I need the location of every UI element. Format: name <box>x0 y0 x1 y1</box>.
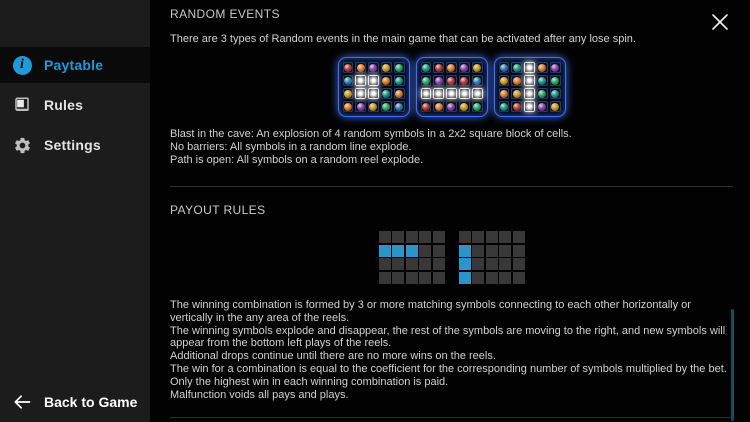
gem-symbol <box>344 77 352 85</box>
symbol-cell <box>343 101 354 112</box>
payout-cell <box>392 258 404 270</box>
payout-cell <box>419 258 431 270</box>
sidebar-item-paytable[interactable] <box>0 47 150 83</box>
payout-cell <box>472 245 484 257</box>
gem-symbol <box>460 103 468 111</box>
gem-symbol <box>551 64 559 72</box>
payout-cell <box>472 272 484 284</box>
payout-cell <box>486 258 498 270</box>
symbol-cell <box>394 62 405 73</box>
symbol-cell <box>537 75 548 86</box>
gem-symbol <box>382 77 390 85</box>
symbol-cell <box>459 101 470 112</box>
gem-symbol <box>435 77 443 85</box>
back-to-game-button[interactable] <box>12 392 137 412</box>
symbol-cell <box>511 88 522 99</box>
symbol-cell <box>343 62 354 73</box>
payout-cell <box>499 245 511 257</box>
symbol-cell <box>524 88 535 99</box>
gem-symbol <box>538 77 546 85</box>
sidebar-item-label: Rules <box>44 97 84 113</box>
symbol-cell <box>459 88 470 99</box>
symbol-cell <box>499 75 510 86</box>
payout-rules-title: PAYOUT RULES <box>170 203 266 217</box>
gem-symbol <box>435 103 443 111</box>
symbol-cell <box>355 62 366 73</box>
symbol-cell <box>537 101 548 112</box>
symbol-cell <box>446 62 457 73</box>
gem-symbol <box>422 103 430 111</box>
back-to-game-label: Back to Game <box>44 394 138 410</box>
symbol-cell <box>394 75 405 86</box>
symbol-cell <box>472 75 483 86</box>
payout-rule-line: The win for a combination is equal to the coefficient for the corresponding number of symbols multiplied by the bet. <box>170 362 727 375</box>
symbol-cell <box>511 75 522 86</box>
symbol-cell <box>537 88 548 99</box>
book-icon <box>12 95 32 115</box>
section-divider <box>170 417 733 418</box>
gem-symbol <box>500 90 508 98</box>
sidebar-item-rules[interactable] <box>0 87 150 123</box>
paytable-content <box>150 0 750 422</box>
random-events-title: RANDOM EVENTS <box>170 7 280 21</box>
symbol-cell <box>381 75 392 86</box>
sidebar-item-label: Settings <box>44 137 101 153</box>
gem-symbol <box>382 64 390 72</box>
symbol-cell <box>537 62 548 73</box>
payout-cell <box>459 258 471 270</box>
gem-symbol <box>473 103 481 111</box>
payout-rule-line: The winning symbols explode and disappear, the rest of the symbols are moving to the right, and new symbols will appear from the bottom left plays of the reels. <box>170 324 726 350</box>
payout-rule-line: The winning combination is formed by 3 or more matching symbols connecting to each other horizontally or vertically in the any area of the reels. <box>170 299 691 324</box>
payout-rule-line: Additional drops continue until there are no more wins on the reels. <box>170 350 496 363</box>
symbol-cell <box>499 62 510 73</box>
payout-cell <box>499 231 511 243</box>
payout-cell <box>486 272 498 284</box>
payout-cell <box>499 258 511 270</box>
gem-symbol <box>500 64 508 72</box>
gem-symbol <box>513 90 521 98</box>
gem-symbol <box>369 103 377 111</box>
symbol-cell <box>524 101 535 112</box>
gem-symbol <box>357 103 365 111</box>
payout-cell <box>379 231 391 243</box>
gem-symbol <box>344 64 352 72</box>
gem-symbol <box>538 103 546 111</box>
horizontal-combination-diagram <box>379 231 445 284</box>
random-event-previews <box>170 57 733 117</box>
symbol-cell <box>433 75 444 86</box>
payout-cell <box>406 258 418 270</box>
payout-cell <box>419 272 431 284</box>
symbol-cell <box>472 88 483 99</box>
symbol-cell <box>421 101 432 112</box>
event-description: No barriers: All symbols in a random line explode. <box>170 141 412 153</box>
payout-cell <box>486 231 498 243</box>
symbol-cell <box>381 62 392 73</box>
gem-symbol <box>422 64 430 72</box>
payout-cell <box>513 272 525 284</box>
payout-cell <box>406 272 418 284</box>
event-description: Blast in the cave: An explosion of 4 random symbols in a 2x2 square block of cells. <box>170 128 572 140</box>
gem-symbol <box>460 64 468 72</box>
symbol-cell <box>550 88 561 99</box>
gem-symbol <box>551 90 559 98</box>
symbol-cell <box>368 62 379 73</box>
symbol-cell <box>472 101 483 112</box>
event-description: Path is open: All symbols on a random reel explode. <box>170 154 424 166</box>
symbol-cell <box>499 88 510 99</box>
payout-cell <box>406 245 418 257</box>
gem-symbol <box>395 64 403 72</box>
symbol-cell <box>381 101 392 112</box>
gem-symbol <box>357 64 365 72</box>
close-icon[interactable] <box>709 11 731 33</box>
payout-rule-line: Only the highest win in each winning combination is paid. <box>170 375 449 388</box>
symbol-cell <box>355 75 366 86</box>
symbol-cell <box>343 75 354 86</box>
payout-combination-diagrams <box>170 231 733 284</box>
vertical-combination-diagram <box>459 231 525 284</box>
payout-cell <box>433 258 445 270</box>
symbol-cell <box>550 75 561 86</box>
random-events-intro: There are 3 types of Random events in the main game that can be activated after any lose spin. <box>170 33 636 45</box>
payout-cell <box>513 231 525 243</box>
payout-cell <box>406 231 418 243</box>
symbol-cell <box>459 62 470 73</box>
gem-symbol <box>382 103 390 111</box>
gem-symbol <box>500 103 508 111</box>
symbol-cell <box>446 101 457 112</box>
symbol-cell <box>472 62 483 73</box>
payout-cell <box>379 245 391 257</box>
symbol-cell <box>355 88 366 99</box>
scrollbar-thumb[interactable] <box>731 309 734 421</box>
payout-cell <box>392 245 404 257</box>
symbol-cell <box>511 101 522 112</box>
symbol-cell <box>433 62 444 73</box>
gem-symbol <box>538 64 546 72</box>
sidebar-item-label: Paytable <box>44 57 104 73</box>
payout-cell <box>433 231 445 243</box>
symbol-cell <box>433 88 444 99</box>
gem-symbol <box>551 77 559 85</box>
gem-symbol <box>395 90 403 98</box>
gem-symbol <box>538 90 546 98</box>
payout-cell <box>419 231 431 243</box>
payout-cell <box>379 272 391 284</box>
payout-rules-text <box>170 299 733 401</box>
symbol-cell <box>368 75 379 86</box>
gem-symbol <box>551 103 559 111</box>
gem-symbol <box>422 77 430 85</box>
sidebar-menu <box>0 0 150 163</box>
gem-symbol <box>344 103 352 111</box>
payout-cell <box>379 258 391 270</box>
payout-cell <box>499 272 511 284</box>
gem-symbol <box>369 64 377 72</box>
gem-symbol <box>344 90 352 98</box>
symbol-cell <box>550 62 561 73</box>
symbol-cell <box>524 62 535 73</box>
gem-symbol <box>473 77 481 85</box>
blast-in-cave-preview <box>338 57 410 117</box>
gem-symbol <box>460 77 468 85</box>
payout-cell <box>433 272 445 284</box>
gem-symbol <box>447 103 455 111</box>
payout-cell <box>459 245 471 257</box>
symbol-cell <box>511 62 522 73</box>
gem-symbol <box>513 103 521 111</box>
payout-cell <box>513 245 525 257</box>
gem-symbol <box>447 64 455 72</box>
symbol-cell <box>421 62 432 73</box>
symbol-cell <box>394 88 405 99</box>
symbol-cell <box>421 88 432 99</box>
gem-symbol <box>473 64 481 72</box>
symbol-cell <box>433 101 444 112</box>
payout-cell <box>433 245 445 257</box>
gear-icon <box>12 135 32 155</box>
gem-symbol <box>513 77 521 85</box>
gem-symbol <box>395 77 403 85</box>
symbol-cell <box>368 101 379 112</box>
gem-symbol <box>435 64 443 72</box>
section-divider <box>170 186 733 187</box>
symbol-cell <box>394 101 405 112</box>
arrow-left-icon <box>12 392 32 412</box>
payout-cell <box>392 272 404 284</box>
symbol-cell <box>381 88 392 99</box>
symbol-cell <box>421 75 432 86</box>
payout-cell <box>472 258 484 270</box>
symbol-cell <box>446 88 457 99</box>
gem-symbol <box>447 77 455 85</box>
gem-symbol <box>513 64 521 72</box>
payout-rule-line: Malfunction voids all pays and plays. <box>170 388 349 401</box>
random-events-descriptions <box>170 128 733 167</box>
symbol-cell <box>355 101 366 112</box>
symbol-cell <box>459 75 470 86</box>
gem-symbol <box>395 103 403 111</box>
gem-symbol <box>500 77 508 85</box>
symbol-cell <box>499 101 510 112</box>
payout-cell <box>472 231 484 243</box>
symbol-cell <box>524 75 535 86</box>
path-is-open-preview <box>494 57 566 117</box>
payout-cell <box>392 231 404 243</box>
sidebar-item-settings[interactable] <box>0 127 150 163</box>
symbol-cell <box>368 88 379 99</box>
payout-cell <box>486 245 498 257</box>
info-icon: i <box>12 55 32 75</box>
payout-cell <box>459 231 471 243</box>
symbol-cell <box>446 75 457 86</box>
no-barriers-preview <box>416 57 488 117</box>
payout-cell <box>459 272 471 284</box>
symbol-cell <box>550 101 561 112</box>
payout-cell <box>513 258 525 270</box>
symbol-cell <box>343 88 354 99</box>
payout-cell <box>419 245 431 257</box>
sidebar <box>0 0 150 422</box>
gem-symbol <box>382 90 390 98</box>
